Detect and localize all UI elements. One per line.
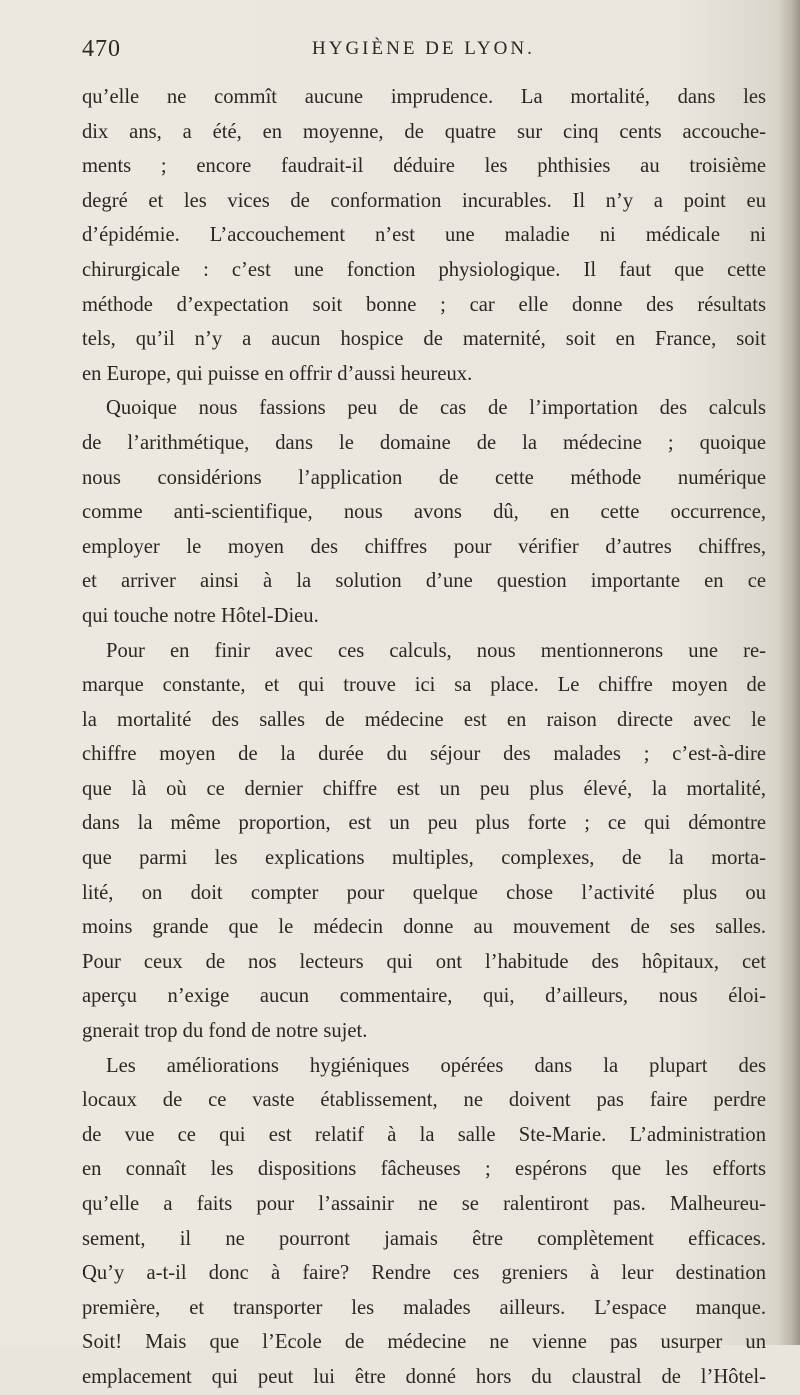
text-line: qu’elle ne commît aucune imprudence. La mortalité, dans les bbox=[82, 86, 766, 108]
text-line: en Europe, qui puisse en offrir d’aussi heureux. bbox=[82, 362, 473, 385]
running-title: HYGIÈNE DE LYON. bbox=[312, 38, 535, 59]
text-line: la mortalité des salles de médecine est en raison directe avec le bbox=[82, 708, 766, 731]
page-edge-shadow bbox=[778, 0, 800, 1345]
text-line: aperçu n’exige aucun commentaire, qui, d’ailleurs, nous éloi- bbox=[82, 985, 766, 1008]
text-line: sement, il ne pourront jamais être complètement efficaces. bbox=[82, 1227, 766, 1250]
text-line: gnerait trop du fond de notre sujet. bbox=[82, 1020, 368, 1043]
body-text bbox=[82, 80, 766, 1395]
page-number: 470 bbox=[82, 36, 121, 62]
text-line: Pour ceux de nos lecteurs qui ont l’habitude des hôpitaux, cet bbox=[82, 950, 766, 973]
text-line: chirurgicale : c’est une fonction physiologique. Il faut que cette bbox=[82, 258, 766, 281]
text-line: nous considérions l’application de cette méthode numérique bbox=[82, 466, 766, 489]
text-line: moins grande que le médecin donne au mouvement de ses salles. bbox=[82, 916, 766, 939]
text-line: comme anti-scientifique, nous avons dû, en cette occurrence, bbox=[82, 501, 766, 524]
text-line: que là où ce dernier chiffre est un peu plus élevé, la mortalité, bbox=[82, 777, 766, 800]
text-line: degré et les vices de conformation incurables. Il n’y a point eu bbox=[82, 189, 766, 212]
text-line: employer le moyen des chiffres pour vérifier d’autres chiffres, bbox=[82, 535, 766, 558]
text-line: tels, qu’il n’y a aucun hospice de maternité, soit en France, soit bbox=[82, 328, 766, 351]
text-line: Quoique nous fassions peu de cas de l’importation des calculs bbox=[106, 397, 766, 420]
text-line: locaux de ce vaste établissement, ne doivent pas faire perdre bbox=[82, 1089, 766, 1112]
text-line: chiffre moyen de la durée du séjour des malades ; c’est-à-dire bbox=[82, 743, 766, 766]
text-line: lité, on doit compter pour quelque chose l’activité plus ou bbox=[82, 881, 766, 904]
text-line: et arriver ainsi à la solution d’une question importante en ce bbox=[82, 570, 766, 593]
text-line: qui touche notre Hôtel-Dieu. bbox=[82, 604, 319, 627]
text-line: méthode d’expectation soit bonne ; car elle donne des résultats bbox=[82, 293, 766, 316]
text-line: dans la même proportion, est un peu plus forte ; ce qui démontre bbox=[82, 812, 766, 835]
text-line: qu’elle a faits pour l’assainir ne se ralentiront pas. Malheureu- bbox=[82, 1193, 766, 1215]
text-line: en connaît les dispositions fâcheuses ; espérons que les efforts bbox=[82, 1158, 766, 1181]
text-line: Les améliorations hygiéniques opérées dans la plupart des bbox=[106, 1054, 766, 1077]
text-line: de l’arithmétique, dans le domaine de la médecine ; quoique bbox=[82, 431, 766, 454]
text-line: première, et transporter les malades ailleurs. L’espace manque. bbox=[82, 1296, 766, 1319]
text-line: marque constante, et qui trouve ici sa place. Le chiffre moyen de bbox=[82, 674, 766, 697]
text-line: emplacement qui peut lui être donné hors du claustral de l’Hôtel- bbox=[82, 1365, 766, 1388]
text-line: Soit! Mais que l’Ecole de médecine ne vienne pas usurper un bbox=[82, 1331, 766, 1354]
page-header bbox=[82, 36, 742, 76]
text-line: ments ; encore faudrait-il déduire les phthisies au troisième bbox=[82, 155, 766, 178]
text-line: Pour en finir avec ces calculs, nous mentionnerons une re- bbox=[106, 639, 766, 662]
text-line: que parmi les explications multiples, complexes, de la morta- bbox=[82, 847, 766, 870]
text-line: Qu’y a-t-il donc à faire? Rendre ces greniers à leur destination bbox=[82, 1262, 766, 1285]
text-line: de vue ce qui est relatif à la salle Ste-Marie. L’administration bbox=[82, 1123, 766, 1146]
text-line: d’épidémie. L’accouchement n’est une maladie ni médicale ni bbox=[82, 224, 766, 247]
text-line: dix ans, a été, en moyenne, de quatre sur cinq cents accouche- bbox=[82, 120, 766, 143]
